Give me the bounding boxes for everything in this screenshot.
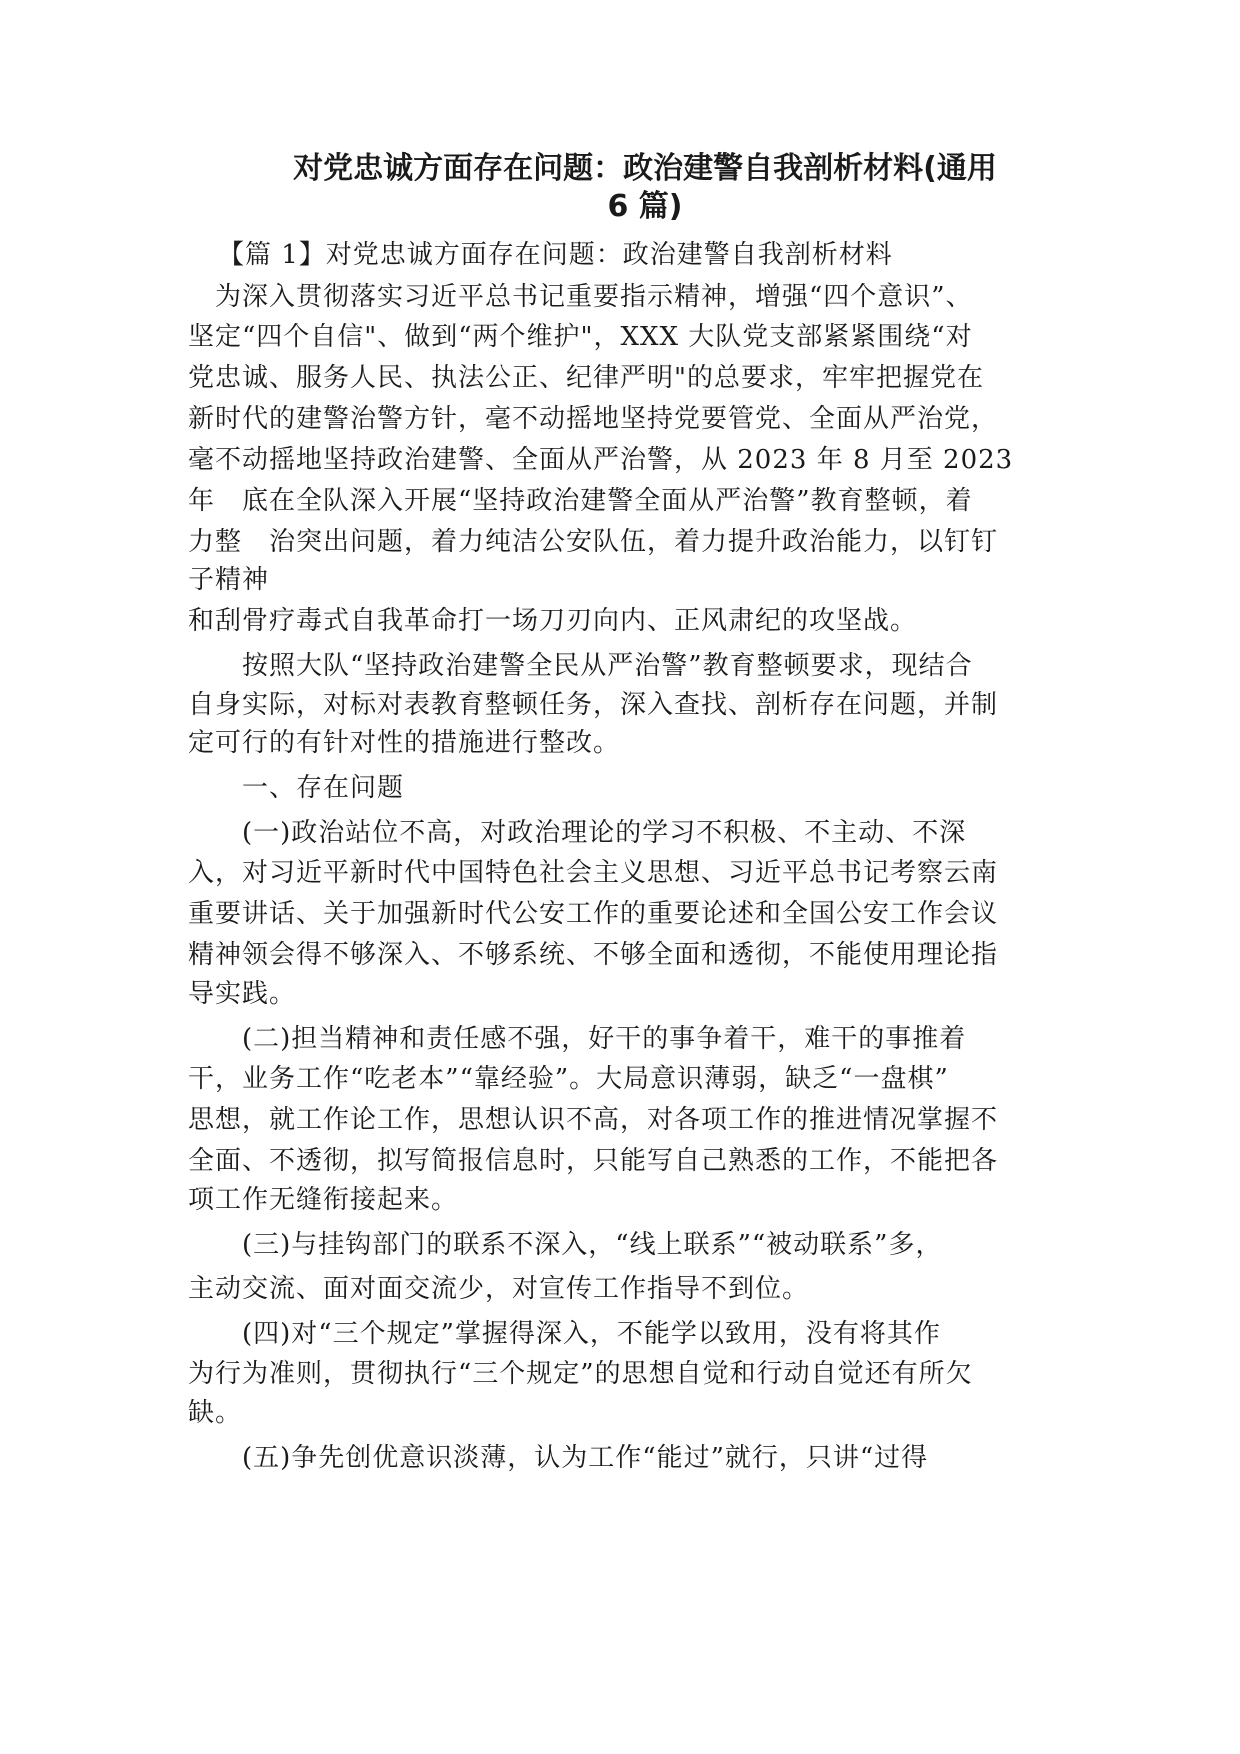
- body-line: 为深入贯彻落实习近平总书记重要指示精神，增强“四个意识”、: [188, 282, 973, 312]
- body-line: 重要讲话、关于加强新时代公安工作的重要论述和全国公安工作会议: [188, 899, 999, 929]
- body-line: 毫不动摇地坚持政治建警、全面从严治警，从 2023 年 8 月至 2023: [188, 445, 1014, 475]
- body-line: 为行为准则，贯彻执行“三个规定”的思想自觉和行动自觉还有所欠: [188, 1359, 973, 1389]
- body-line: 思想，就工作论工作，思想认识不高，对各项工作的推进情况掌握不: [188, 1105, 999, 1135]
- body-line: 定可行的有针对性的措施进行整改。: [188, 728, 621, 758]
- body-line: 主动交流、面对面交流少，对宣传工作指导不到位。: [188, 1274, 810, 1304]
- body-line: 坚定“四个自信"、做到“两个维护"，XXX 大队党支部紧紧围绕“对: [188, 322, 973, 352]
- body-line: 按照大队“坚持政治建警全民从严治警”教育整顿要求，现结合: [188, 651, 973, 681]
- body-line: 新时代的建警治警方针，毫不动摇地坚持党要管党、全面从严治党，: [188, 404, 999, 434]
- body-line: 精神领会得不够深入、不够系统、不够全面和透彻，不能使用理论指: [188, 940, 999, 970]
- body-line: 党忠诚、服务人民、执法公正、纪律严明"的总要求，牢牢把握党在: [188, 363, 984, 393]
- title-line-2: 6 篇): [607, 189, 683, 224]
- body-line: 全面、不透彻，拟写简报信息时，只能写自己熟悉的工作，不能把各: [188, 1146, 999, 1176]
- body-line: 项工作无缝衔接起来。: [188, 1185, 459, 1215]
- body-line: 力整 治突出问题，着力纯洁公安队伍，着力提升政治能力，以钉钉: [188, 527, 999, 557]
- section-heading: 一、存在问题: [188, 773, 405, 803]
- body-line: (一)政治站位不高，对政治理论的学习不积极、不主动、不深: [188, 818, 967, 848]
- document-title: [250, 150, 1040, 226]
- body-line: (四)对“三个规定”掌握得深入，不能学以致用，没有将其作: [188, 1319, 941, 1349]
- body-line: (二)担当精神和责任感不强，好干的事争着干，难干的事推着: [188, 1024, 967, 1054]
- article-subheading: 【篇 1】对党忠诚方面存在问题：政治建警自我剖析材料: [218, 240, 893, 270]
- title-line-1: 对党忠诚方面存在问题：政治建警自我剖析材料(通用: [293, 151, 997, 186]
- body-line: 和刮骨疗毒式自我革命打一场刀刃向内、正风肃纪的攻坚战。: [188, 606, 918, 636]
- body-line: 自身实际，对标对表教育整顿任务，深入查找、剖析存在问题，并制: [188, 690, 999, 720]
- body-line: (五)争先创优意识淡薄，认为工作“能过”就行，只讲“过得: [188, 1443, 929, 1473]
- body-line: 导实践。: [188, 979, 297, 1009]
- body-line: (三)与挂钩部门的联系不深入，“线上联系”“被动联系”多，: [188, 1230, 943, 1260]
- body-line: 年 底在全队深入开展“坚持政治建警全面从严治警”教育整顿，着: [188, 486, 973, 516]
- body-line: 缺。: [188, 1398, 243, 1428]
- body-line: 子精神: [188, 565, 270, 595]
- body-line: 入，对习近平新时代中国特色社会主义思想、习近平总书记考察云南: [188, 858, 999, 888]
- body-line: 干，业务工作“吃老本”“靠经验”。大局意识薄弱，缺乏“一盘棋”: [188, 1064, 949, 1094]
